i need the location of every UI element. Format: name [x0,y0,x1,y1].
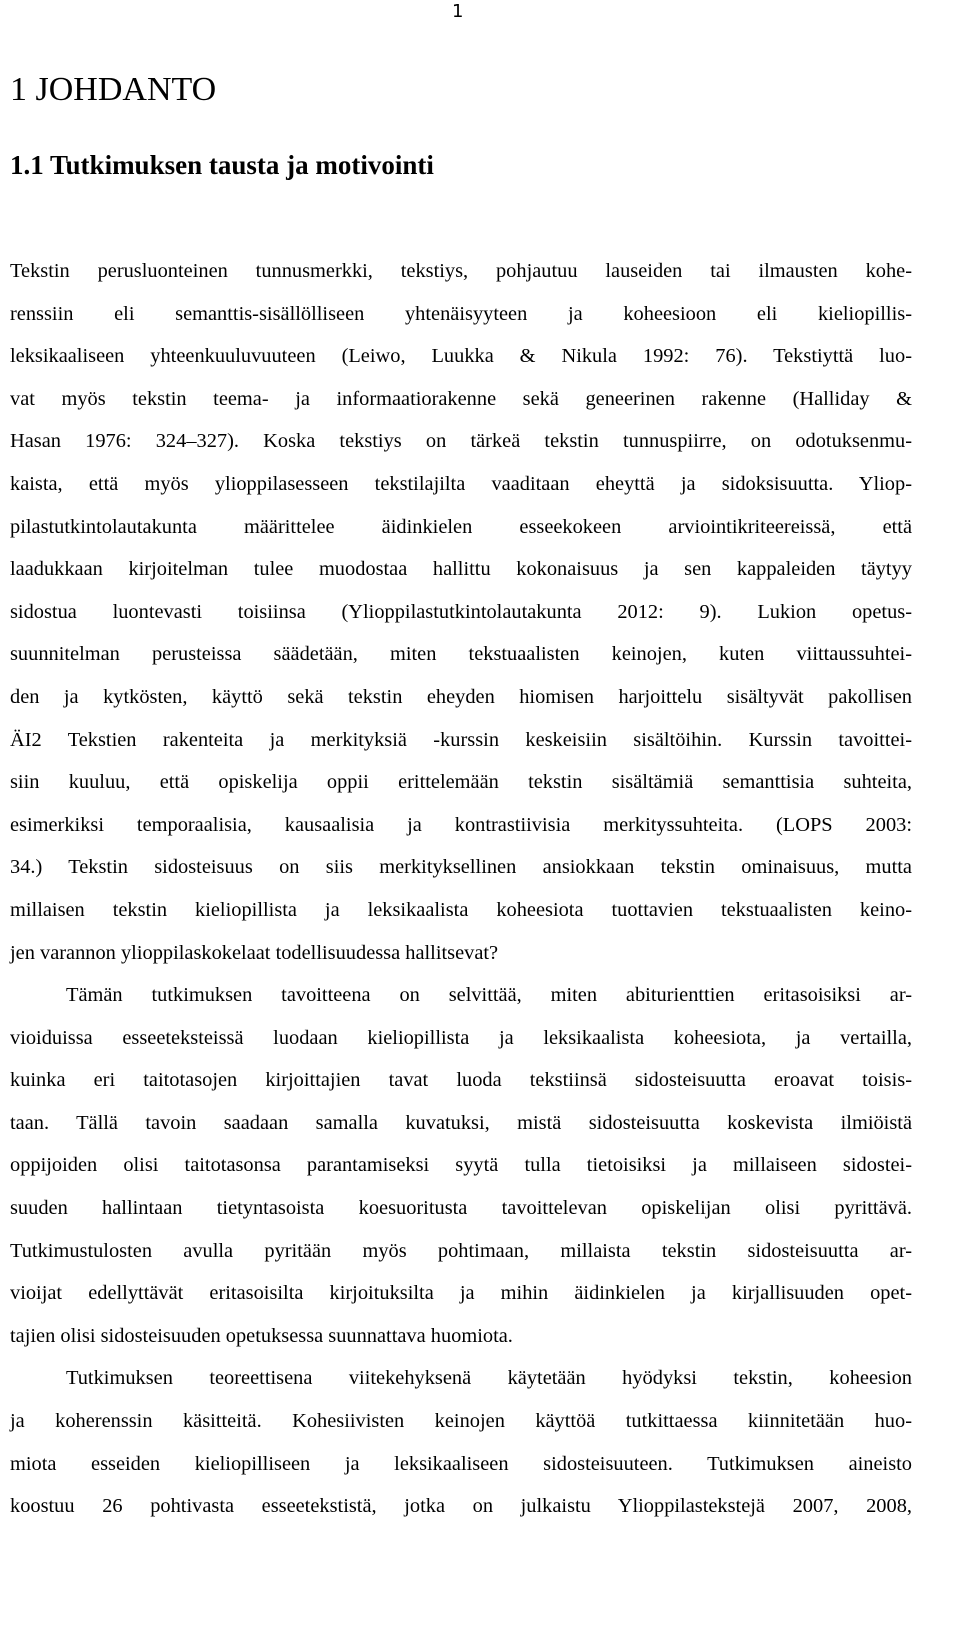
paragraph-1 [10,250,912,974]
text-line: Tekstin perusluonteinen tunnusmerkki, tekstiys, pohjautuu lauseiden tai ilmausten kohe- [10,260,912,282]
text-line: siin kuuluu, että opiskelija oppii erittelemään tekstin sisältämiä semanttisia suhteita, [10,771,912,794]
text-line: kuinka eri taitotasojen kirjoittajien tavat luoda tekstiinsä sidosteisuutta eroavat toisis- [10,1069,912,1092]
text-line: tajien olisi sidosteisuuden opetuksessa suunnattava huomiota. [10,1324,513,1347]
text-line: renssiin eli semanttis-sisällölliseen yhtenäisyyteen ja koheesioon eli kieliopillis- [10,302,912,325]
text-line: Tämän tutkimuksen tavoitteena on selvittää, miten abiturienttien eritasoisiksi ar- [66,984,912,1007]
text-line: 34.) Tekstin sidosteisuus on siis merkityksellinen ansiokkaan tekstin ominaisuus, mutta [10,856,912,879]
text-line: Tutkimuksen teoreettisena viitekehyksenä käytetään hyödyksi tekstin, koheesion [66,1367,912,1390]
text-line: kaista, että myös ylioppilasesseen tekstilajilta vaaditaan eheyttä ja sidoksisuutta. Yliop- [10,472,912,495]
page-number: 1 [452,1,464,22]
text-line: oppijoiden olisi taitotasonsa parantamiseksi syytä tulla tietoisiksi ja millaiseen sidostei- [10,1154,912,1177]
text-line: suuden hallintaan tietyntasoista koesuoritusta tavoittelevan opiskelijan olisi pyrittävä. [10,1197,912,1220]
text-line: vioijat edellyttävät eritasoisilta kirjoituksilta ja mihin äidinkielen ja kirjallisuuden opet- [10,1282,912,1305]
text-line: laadukkaan kirjoitelman tulee muodostaa hallittu kokonaisuus ja sen kappaleiden täytyy [10,558,912,581]
text-line: miota esseiden kieliopilliseen ja leksikaaliseen sidosteisuuteen. Tutkimuksen aineisto [10,1452,912,1475]
text-line: jen varannon ylioppilaskokelaat todellisuudessa hallitsevat? [10,941,499,964]
paragraph-2 [10,974,912,1357]
text-line: sidostua luontevasti toisiinsa (Ylioppilastutkintolautakunta 2012: 9). Lukion opetus- [10,600,912,623]
body-text [10,250,912,1528]
text-line: ÄI2 Tekstien rakenteita ja merkityksiä -kurssin keskeisiin sisältöihin. Kurssin tavoittei- [10,728,912,751]
text-line: suunnitelman perusteissa säädetään, miten tekstuaalisten keinojen, kuten viittaussuhtei- [10,643,912,666]
text-line: Tutkimustulosten avulla pyritään myös pohtimaan, millaista tekstin sidosteisuutta ar- [10,1239,912,1262]
text-line: Hasan 1976: 324–327). Koska tekstiys on tärkeä tekstin tunnuspiirre, on odotuksenmu- [10,430,912,453]
text-line: den ja kytkösten, käyttö sekä tekstin eheyden hiomisen harjoittelu sisältyvät pakollisen [10,685,912,708]
text-line: vioiduissa esseeteksteissä luodaan kieliopillista ja leksikaalista koheesiota, ja vertailla, [10,1026,912,1049]
text-line: koostuu 26 pohtivasta esseetekstistä, jotka on julkaistu Ylioppilastekstejä 2007, 2008, [10,1495,912,1518]
chapter-heading: 1 JOHDANTO [10,71,217,108]
text-line: taan. Tällä tavoin saadaan samalla kuvatuksi, mistä sidosteisuutta koskevista ilmiöistä [10,1111,912,1134]
text-line: pilastutkintolautakunta määrittelee äidinkielen esseekokeen arviointikriteereissä, että [10,515,912,538]
text-line: millaisen tekstin kieliopillista ja leksikaalista koheesiota tuottavien tekstuaalisten keino- [10,898,912,921]
text-line: leksikaaliseen yhteenkuuluvuuteen (Leiwo, Luukka & Nikula 1992: 76). Tekstiyttä luo- [10,345,912,368]
text-line: ja koherenssin käsitteitä. Kohesiivisten keinojen käyttöä tutkittaessa kiinnitetään huo- [10,1410,912,1433]
text-line: vat myös tekstin teema- ja informaatiorakenne sekä geneerinen rakenne (Halliday & [10,387,912,410]
section-heading: 1.1 Tutkimuksen tausta ja motivointi [10,150,434,180]
paragraph-3 [10,1357,912,1527]
text-line: esimerkiksi temporaalisia, kausaalisia ja kontrastiivisia merkityssuhteita. (LOPS 2003: [10,813,912,836]
